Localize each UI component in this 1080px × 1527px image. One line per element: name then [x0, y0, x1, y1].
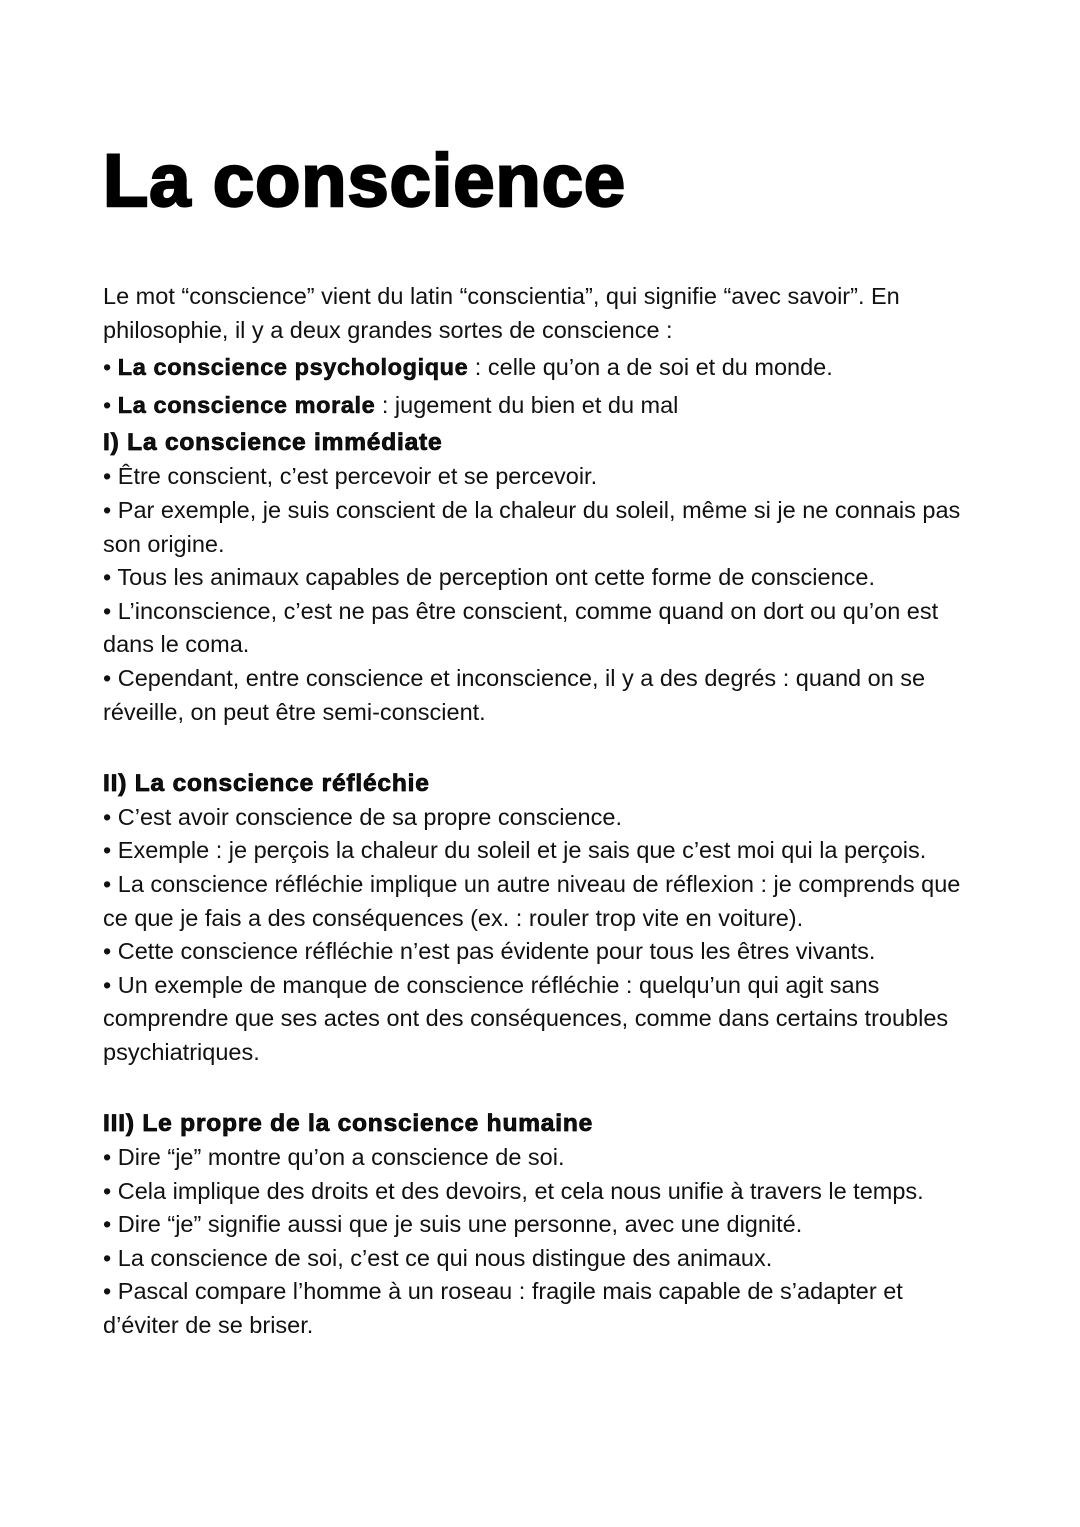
intro-paragraph: Le mot “conscience” vient du latin “conscientia”, qui signifie “avec savoir”. En philosophie, il y a deux grandes sortes de conscience :	[103, 283, 900, 343]
bullet-text: La conscience réfléchie implique un autre niveau de réflexion : je comprends que ce que je fais a des conséquences (ex. : rouler trop vite en voiture).	[103, 870, 961, 931]
bullet-text: Cependant, entre conscience et inconscience, il y a des degrés : quand on se réveille, on peut être semi-conscient.	[103, 664, 926, 725]
bullet-item: • Pascal compare l’homme à un roseau : fragile mais capable de s’adapter et d’éviter de se briser.	[103, 1278, 903, 1339]
bullet-text: Exemple : je perçois la chaleur du soleil et je sais que c’est moi qui la perçois.	[117, 837, 927, 864]
bullet-item: • Tous les animaux capables de perception ont cette forme de conscience.	[103, 564, 876, 591]
bullet-item: • Cette conscience réfléchie n’est pas évidente pour tous les êtres vivants.	[103, 938, 876, 965]
kind-item: • La conscience morale : jugement du bien et du mal	[103, 391, 679, 418]
section-gap	[103, 1069, 983, 1103]
bullet-item: • C’est avoir conscience de sa propre conscience.	[103, 803, 622, 830]
bullet-text: Cela implique des droits et des devoirs, et cela nous unifie à travers le temps.	[117, 1177, 924, 1204]
bullet-text: Par exemple, je suis conscient de la chaleur du soleil, même si je ne connais pas son origine.	[103, 496, 961, 557]
bullet-text: Tous les animaux capables de perception ont cette forme de conscience.	[117, 564, 876, 591]
bullet-text: Pascal compare l’homme à un roseau : fragile mais capable de s’adapter et d’éviter de se briser.	[103, 1278, 903, 1339]
bullet-item: • Dire “je” signifie aussi que je suis une personne, avec une dignité.	[103, 1211, 803, 1238]
kind-term: La conscience morale	[117, 391, 376, 418]
bullet-text: Un exemple de manque de conscience réfléchie : quelqu’un qui agit sans comprendre que ses actes ont des conséquences, comme dans certains troubles psychiatriques.	[103, 971, 949, 1065]
bullet-item: • Cependant, entre conscience et inconscience, il y a des degrés : quand on se réveille, on peut être semi-conscient.	[103, 664, 926, 725]
bullet-item: • Dire “je” montre qu’on a conscience de soi.	[103, 1144, 565, 1171]
page-title: La conscience	[103, 139, 627, 222]
bullet-item: • Par exemple, je suis conscient de la chaleur du soleil, même si je ne connais pas son origine.	[103, 496, 961, 557]
section-heading: III) Le propre de la conscience humaine	[103, 1110, 594, 1138]
document-body	[103, 280, 983, 1343]
bullet-item: • La conscience réfléchie implique un autre niveau de réflexion : je comprends que ce que je fais a des conséquences (ex. : rouler trop vite en voiture).	[103, 870, 961, 931]
bullet-text: Dire “je” signifie aussi que je suis une personne, avec une dignité.	[117, 1211, 803, 1238]
section-heading: I) La conscience immédiate	[103, 429, 443, 457]
bullet-text: Dire “je” montre qu’on a conscience de soi.	[117, 1144, 565, 1171]
bullet-item: • Être conscient, c’est percevoir et se percevoir.	[103, 463, 598, 490]
bullet-text: C’est avoir conscience de sa propre conscience.	[117, 803, 622, 830]
kind-desc: : celle qu’on a de soi et du monde.	[468, 354, 833, 381]
bullet-item: • L’inconscience, c’est ne pas être conscient, comme quand on dort ou qu’on est dans le coma.	[103, 597, 939, 658]
bullet-item: • Cela implique des droits et des devoirs, et cela nous unifie à travers le temps.	[103, 1177, 924, 1204]
kind-desc: : jugement du bien et du mal	[375, 391, 679, 418]
kind-term: La conscience psychologique	[117, 354, 469, 381]
kind-item: • La conscience psychologique : celle qu’on a de soi et du monde.	[103, 354, 833, 381]
bullet-item: • La conscience de soi, c’est ce qui nous distingue des animaux.	[103, 1244, 773, 1271]
bullet-text: L’inconscience, c’est ne pas être conscient, comme quand on dort ou qu’on est dans le coma.	[103, 597, 939, 658]
bullet-text: Cette conscience réfléchie n’est pas évidente pour tous les êtres vivants.	[117, 938, 876, 965]
section-gap	[103, 729, 983, 763]
section-heading: II) La conscience réfléchie	[103, 769, 430, 797]
bullet-item: • Exemple : je perçois la chaleur du soleil et je sais que c’est moi qui la perçois.	[103, 837, 927, 864]
bullet-item: • Un exemple de manque de conscience réfléchie : quelqu’un qui agit sans comprendre que ses actes ont des conséquences, comme dans certains troubles psychiatriques.	[103, 971, 949, 1065]
bullet-text: La conscience de soi, c’est ce qui nous distingue des animaux.	[117, 1244, 773, 1271]
bullet-text: Être conscient, c’est percevoir et se percevoir.	[117, 463, 598, 490]
